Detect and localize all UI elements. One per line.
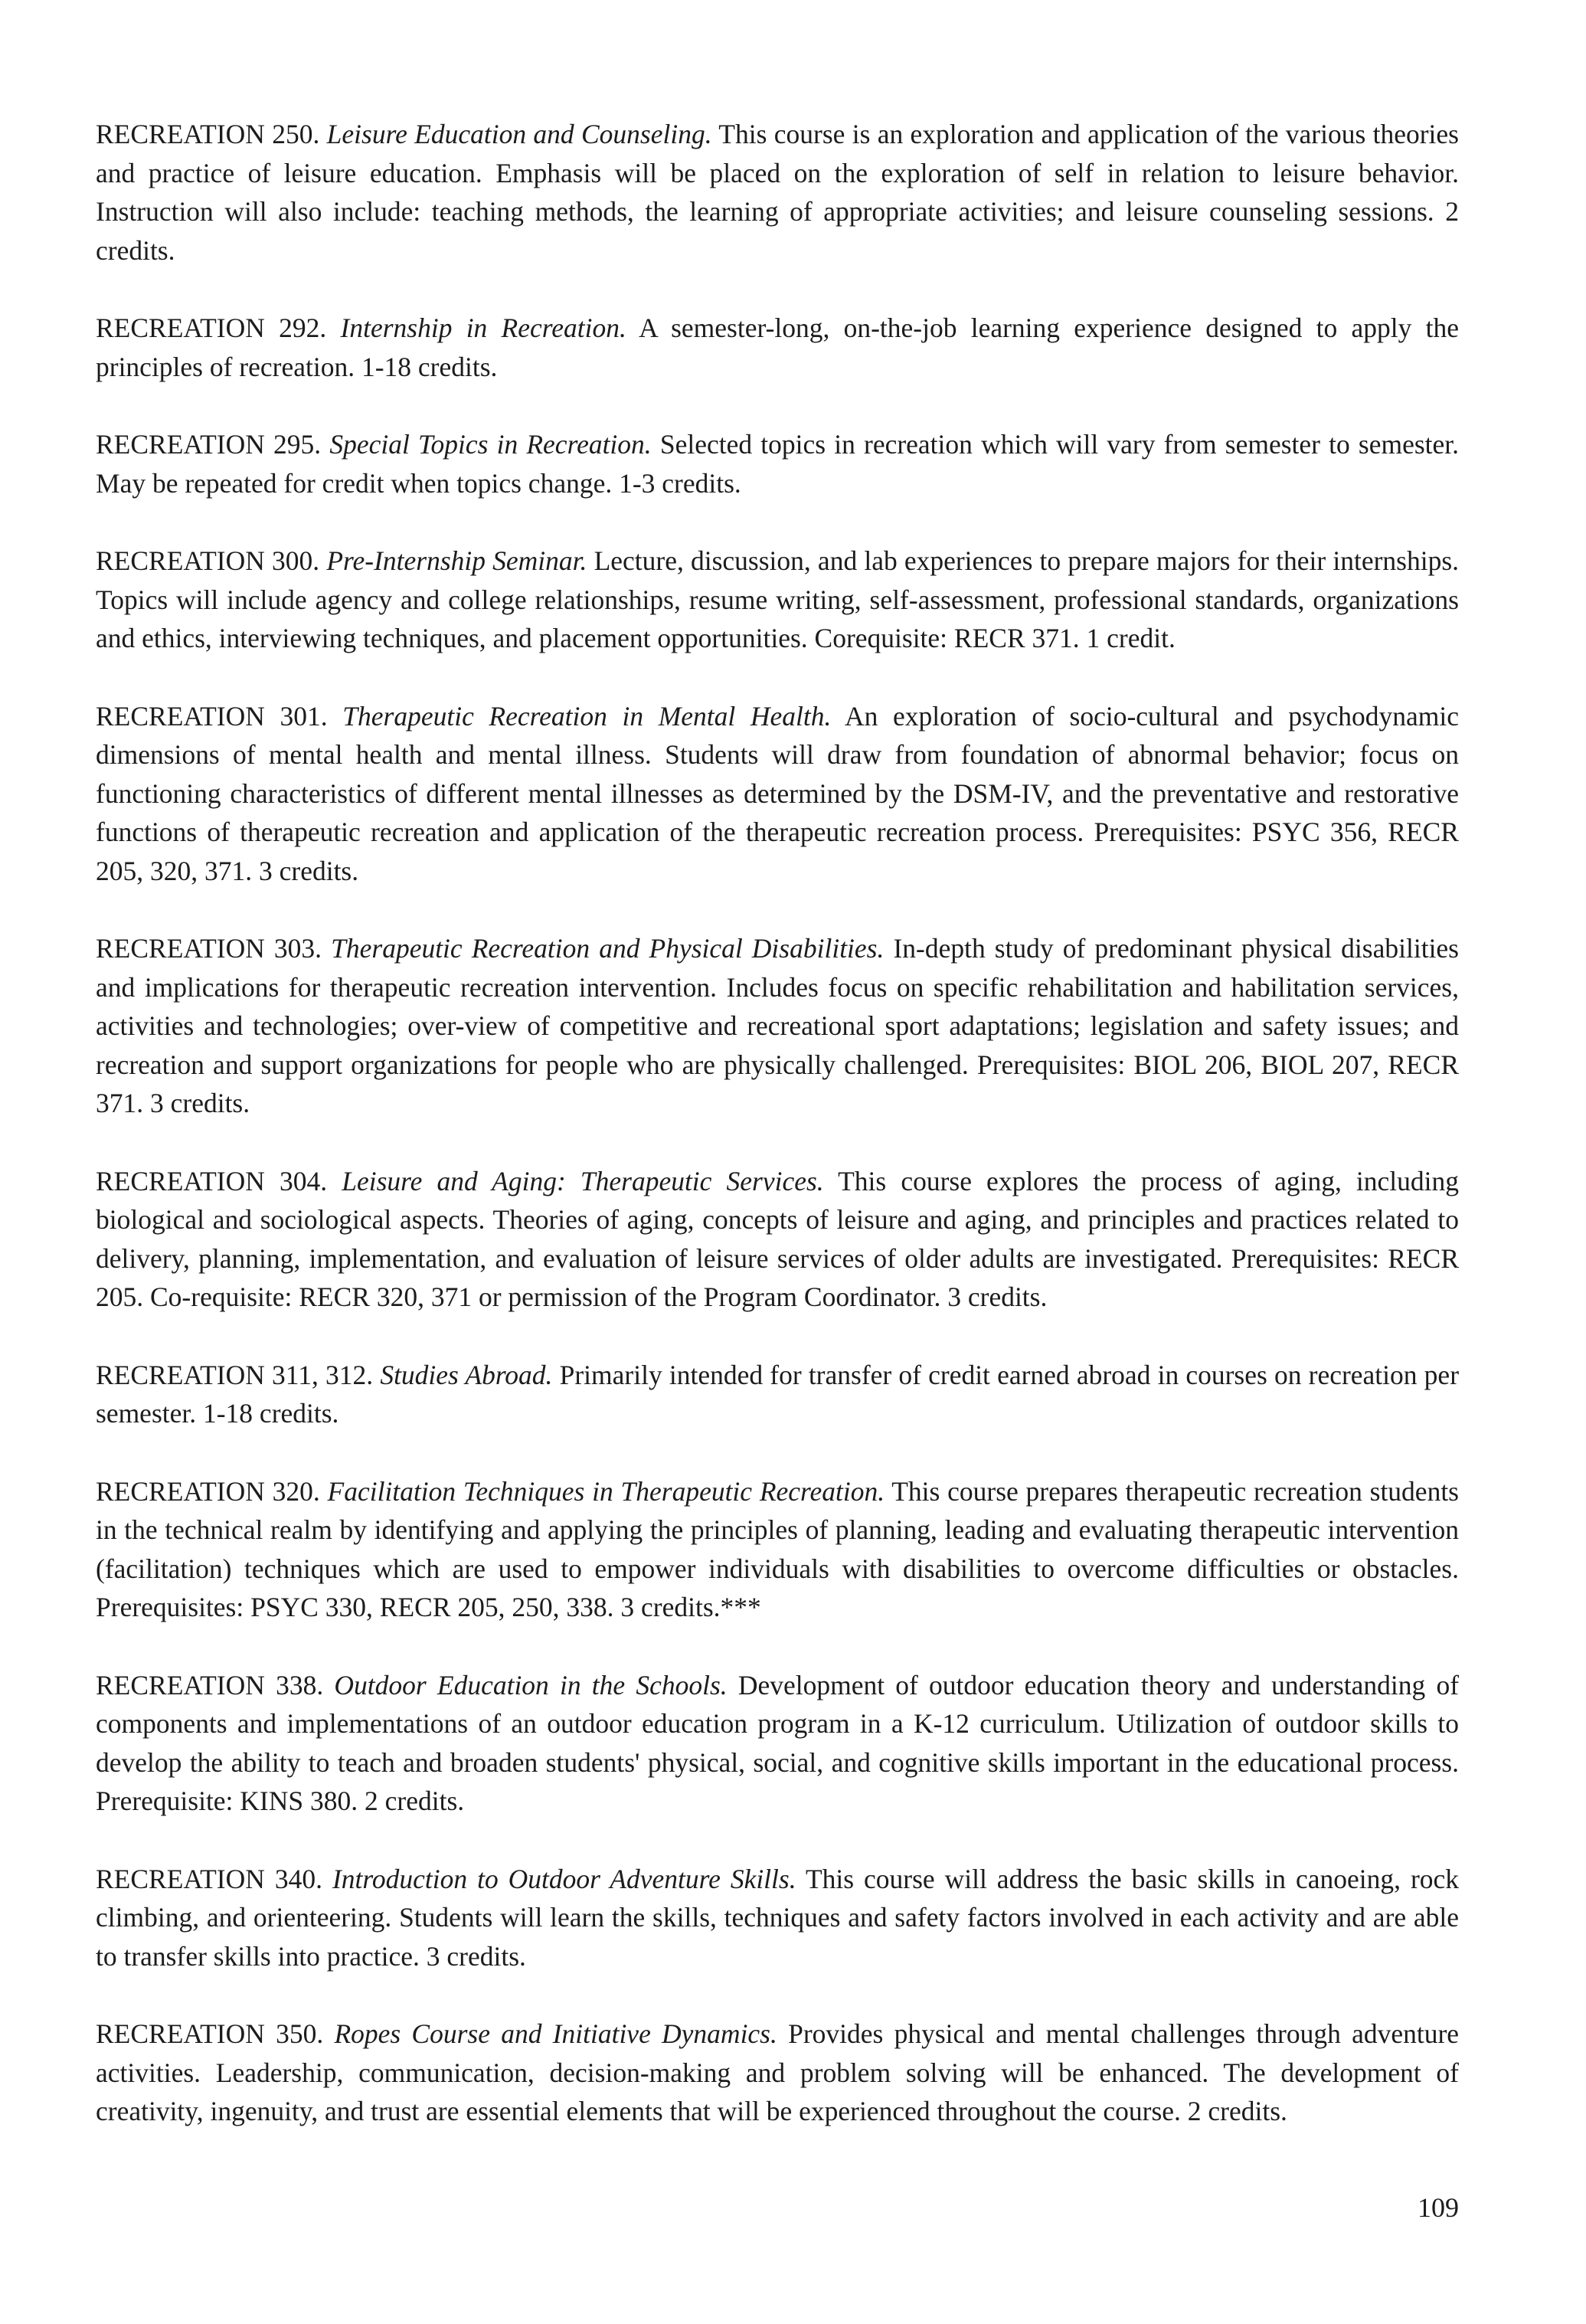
page-number: 109 — [1418, 2192, 1459, 2223]
course-entry — [96, 542, 1459, 658]
course-code: RECREATION 320. — [96, 1475, 320, 1507]
course-entry — [96, 1860, 1459, 1976]
course-entry — [96, 1472, 1459, 1627]
course-entry — [96, 309, 1459, 386]
course-description: This course will address the basic skills in canoeing, rock climbing, and orienteering. Students will learn the skills, techniques and safety factors involved in each activity and are able to transfer skills into practice. 3 credits. — [96, 1863, 1460, 1972]
course-listing — [96, 115, 1459, 2170]
course-title: Pre-Internship Seminar. — [326, 545, 587, 576]
course-entry — [96, 1356, 1459, 1433]
course-description: This course explores the process of aging, including biological and sociological aspects. Theories of aging, concepts of leisure and aging, and principles and practices related to delivery, planning, implementation, and evaluation of leisure services of older adults are investigated. Prerequisites: RECR 205. Co-requisite: RECR 320, 371 or permission of the Program Coordinator. 3 credits. — [96, 1165, 1460, 1312]
course-description: Lecture, discussion, and lab experiences to prepare majors for their internships. Topics will include agency and college relationships, resume writing, self-assessment, professional standards, organizations and ethics, interviewing techniques, and placement opportunities. Corequisite: RECR 371. 1 credit. — [96, 545, 1460, 653]
course-title: Leisure Education and Counseling. — [326, 119, 712, 149]
course-title: Outdoor Education in the Schools. — [334, 1669, 728, 1700]
course-code: RECREATION 301. — [96, 700, 328, 732]
course-code: RECREATION 292. — [96, 313, 327, 343]
course-title: Therapeutic Recreation and Physical Disabilities. — [331, 933, 885, 964]
course-description: Development of outdoor education theory and understanding of components and implementations of an outdoor education program in a K-12 curriculum. Utilization of outdoor skills to develop the ability to teach and broaden students' physical, social, and cognitive skills important in the educational process. Prerequisite: KINS 380. 2 credits. — [96, 1669, 1460, 1816]
course-title: Therapeutic Recreation in Mental Health. — [342, 700, 832, 732]
course-title: Ropes Course and Initiative Dynamics. — [334, 2018, 777, 2049]
course-description: A semester-long, on-the-job learning experience designed to apply the principles of recreation. 1-18 credits. — [96, 313, 1460, 382]
course-code: RECREATION 300. — [96, 545, 320, 576]
course-entry — [96, 929, 1459, 1123]
course-title: Introduction to Outdoor Adventure Skills. — [332, 1863, 796, 1894]
course-description: This course prepares therapeutic recreation students in the technical realm by identifying and applying the principles of planning, leading and evaluating therapeutic intervention (facilitation) techniques which are used to empower individuals with disabilities to overcome difficulties or obstacles. Prerequisites: PSYC 330, RECR 205, 250, 338. 3 credits.*** — [96, 1475, 1459, 1622]
course-code: RECREATION 250. — [96, 119, 320, 149]
course-entry — [96, 2015, 1459, 2131]
course-description: An exploration of socio-cultural and psychodynamic dimensions of mental health and mental illness. Students will draw from foundation of abnormal behavior; focus on functioning characteristics of different mental illnesses as determined by the DSM-IV, and the preventative and restorative functions of therapeutic recreation and application of the therapeutic recreation process. Prerequisites: PSYC 356, RECR 205, 320, 371. 3 credits. — [96, 700, 1460, 886]
course-code: RECREATION 295. — [96, 429, 322, 460]
course-title: Studies Abroad. — [380, 1359, 553, 1390]
course-description: Selected topics in recreation which will vary from semester to semester. May be repeated for credit when topics change. 1-3 credits. — [96, 429, 1460, 499]
course-code: RECREATION 350. — [96, 2018, 324, 2049]
course-entry — [96, 697, 1459, 891]
course-title: Internship in Recreation. — [340, 313, 626, 343]
course-description: This course is an exploration and application of the various theories and practice of leisure education. Emphasis will be placed on the exploration of self in relation to leisure behavior. Instruction will also include: teaching methods, the learning of appropriate activities; and leisure counseling sessions. 2 credits. — [96, 119, 1459, 266]
course-description: Provides physical and mental challenges through adventure activities. Leadership, communication, decision-making and problem solving will be enhanced. The development of creativity, ingenuity, and trust are essential elements that will be experienced throughout the course. 2 credits. — [96, 2018, 1460, 2126]
course-entry — [96, 425, 1459, 502]
course-title: Special Topics in Recreation. — [329, 429, 652, 460]
course-code: RECREATION 303. — [96, 933, 322, 964]
course-title: Facilitation Techniques in Therapeutic Recreation. — [327, 1475, 885, 1507]
course-code: RECREATION 338. — [96, 1669, 324, 1700]
course-description: Primarily intended for transfer of credit earned abroad in courses on recreation per semester. 1-18 credits. — [96, 1359, 1460, 1429]
course-description: In-depth study of predominant physical disabilities and implications for therapeutic recreation intervention. Includes focus on specific rehabilitation and habilitation services, activities and technologies; over-view of competitive and recreational sport adaptations; legislation and safety issues; and recreation and support organizations for people who are physically challenged. Prerequisites: BIOL 206, BIOL 207, RECR 371. 3 credits. — [96, 933, 1459, 1118]
course-code: RECREATION 304. — [96, 1165, 328, 1196]
course-title: Leisure and Aging: Therapeutic Services. — [342, 1165, 824, 1196]
course-code: RECREATION 340. — [96, 1863, 322, 1894]
course-code: RECREATION 311, 312. — [96, 1359, 374, 1390]
course-entry — [96, 1162, 1459, 1317]
course-entry — [96, 1666, 1459, 1821]
course-entry — [96, 115, 1459, 270]
